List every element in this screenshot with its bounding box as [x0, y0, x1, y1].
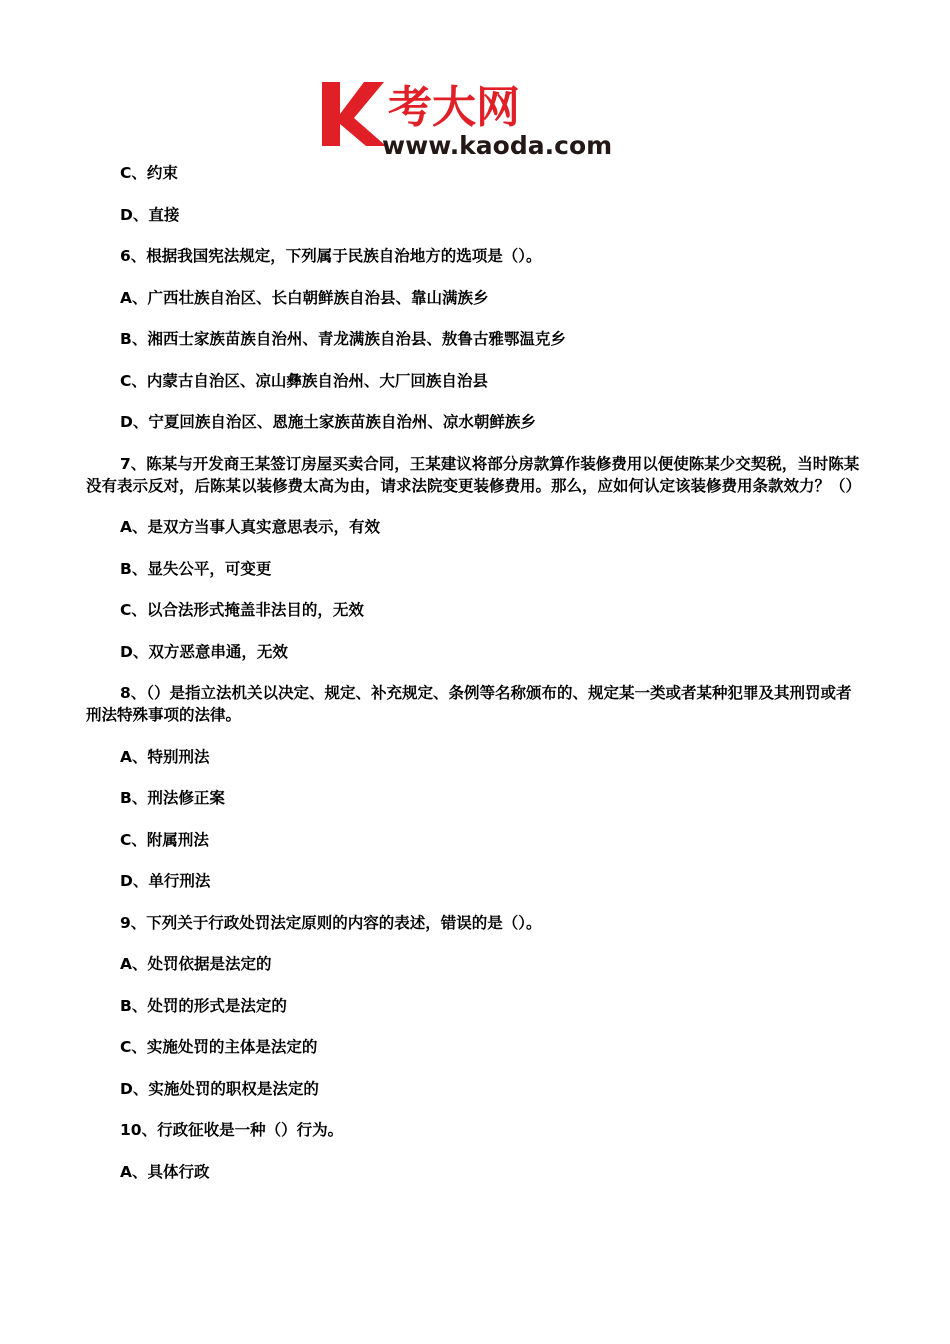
answer-option: D、双方恶意串通，无效: [120, 642, 288, 661]
answer-option: B、处罚的形式是法定的: [120, 996, 287, 1015]
answer-option: A、广西壮族自治区、长白朝鲜族自治县、靠山满族乡: [120, 288, 489, 307]
answer-option: A、具体行政: [120, 1162, 210, 1181]
question-text: 8、（）是指立法机关以决定、规定、补充规定、条例等名称颁布的、规定某一类或者某种犯罪及其刑罚或者刑法特殊事项的法律。: [86, 684, 852, 724]
logo-k-mark: [322, 82, 386, 146]
question-text: 6、根据我国宪法规定，下列属于民族自治地方的选项是（）。: [120, 247, 542, 265]
logo-url: www.kaoda.com: [382, 131, 613, 160]
answer-option: D、实施处罚的职权是法定的: [120, 1079, 319, 1098]
question-text: 9、下列关于行政处罚法定原则的内容的表述，错误的是（）。: [120, 913, 542, 932]
question-text: 7、陈某与开发商王某签订房屋买卖合同，王某建议将部分房款算作装修费用以便使陈某少交契税，当时陈某没有表示反对，后陈某以装修费太高为由，请求法院变更装修费用。那么，应如何认定该装修费用条款效力？（）: [86, 454, 862, 495]
kaoda-logo-icon: [318, 74, 640, 160]
answer-option: C、以合法形式掩盖非法目的，无效: [120, 601, 364, 619]
answer-option: B、湘西士家族苗族自治州、青龙满族自治县、敖鲁古雅鄂温克乡: [120, 330, 566, 348]
answer-option: C、附属刑法: [120, 830, 209, 849]
answer-option: D、单行刑法: [120, 872, 211, 890]
kaoda-logo: [318, 74, 640, 160]
question-document: [86, 162, 862, 1202]
answer-option: A、特别刑法: [120, 747, 210, 766]
answer-option: D、直接: [120, 205, 180, 224]
logo-text: 考大网: [388, 82, 520, 133]
answer-option: C、实施处罚的主体是法定的: [120, 1038, 318, 1056]
answer-option: D、宁夏回族自治区、恩施土家族苗族自治州、凉水朝鲜族乡: [120, 413, 536, 431]
answer-option: B、刑法修正案: [120, 789, 225, 807]
answer-option: A、是双方当事人真实意思表示，有效: [120, 518, 380, 536]
answer-option: A、处罚依据是法定的: [120, 955, 272, 973]
answer-option: B、显失公平，可变更: [120, 559, 272, 578]
question-text: 10、行政征收是一种（）行为。: [120, 1121, 344, 1139]
answer-option: C、内蒙古自治区、凉山彝族自治州、大厂回族自治县: [120, 371, 488, 390]
answer-option: C、约束: [120, 164, 178, 182]
